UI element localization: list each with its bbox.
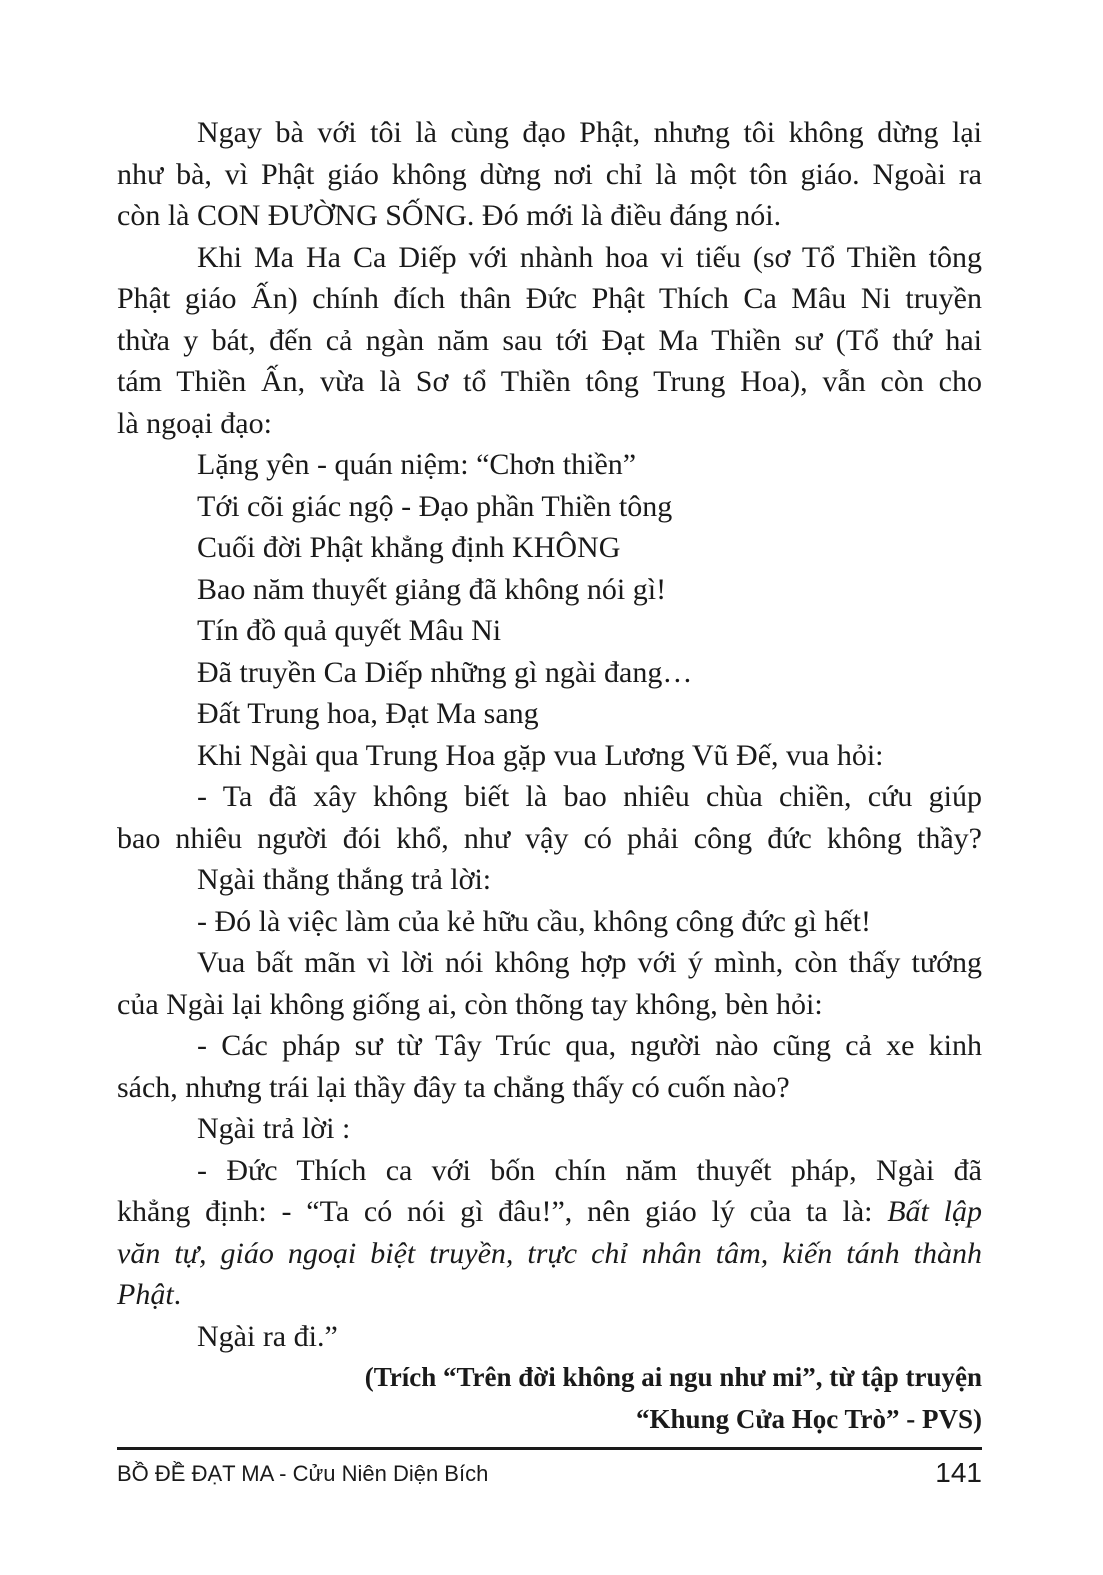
- text-line: [117, 1191, 982, 1233]
- verse-line: Đã truyền Ca Diếp những gì ngài đang…: [197, 655, 693, 689]
- attribution-line: (Trích “Trên đời không ai ngu như mi”, từ tập truyện: [364, 1362, 982, 1392]
- text-line: Ngay bà với tôi là cùng đạo Phật, nhưng tôi không dừng lại: [197, 116, 982, 149]
- text-segment: .: [173, 1278, 182, 1311]
- text-line: - Đó là việc làm của kẻ hữu cầu, không công đức gì hết!: [197, 904, 871, 938]
- text-line: - Các pháp sư từ Tây Trúc qua, người nào cũng cả xe kinh: [197, 1029, 982, 1062]
- text-line: Khi Ma Ha Ca Diếp với nhành hoa vi tiếu (sơ Tổ Thiền tông: [197, 240, 982, 274]
- text-line: [117, 1274, 982, 1316]
- text-line: thừa y bát, đến cả ngàn năm sau tới Đạt Ma Thiền sư (Tổ thứ hai: [117, 323, 982, 357]
- italic-text-line: văn tự, giáo ngoại biệt truyền, trực chỉ nhân tâm, kiến tánh thành: [117, 1236, 982, 1270]
- text-line: Ngài trả lời :: [197, 1112, 351, 1145]
- text-segment: khẳng định: - “Ta có nói gì đâu!”, nên giáo lý của ta là:: [117, 1195, 888, 1228]
- text-line: tám Thiền Ấn, vừa là Sơ tổ Thiền tông Trung Hoa), vẫn còn cho: [117, 365, 982, 398]
- text-line: Ngài ra đi.”: [197, 1319, 338, 1353]
- text-line: còn là CON ĐƯỜNG SỐNG. Đó mới là điều đáng nói.: [117, 199, 782, 232]
- text-line: của Ngài lại không giống ai, còn thõng tay không, bèn hỏi:: [117, 987, 823, 1021]
- verse-line: Bao năm thuyết giảng đã không nói gì!: [197, 572, 667, 606]
- text-line: là ngoại đạo:: [117, 406, 272, 440]
- text-line: như bà, vì Phật giáo không dừng nơi chỉ là một tôn giáo. Ngoài ra: [117, 157, 982, 191]
- verse-line: Tới cõi giác ngộ - Đạo phần Thiền tông: [197, 489, 673, 523]
- verse-line: Cuối đời Phật khẳng định KHÔNG: [197, 531, 621, 564]
- text-line: sách, nhưng trái lại thầy đây ta chẳng thấy có cuốn nào?: [117, 1070, 790, 1104]
- text-line: Phật giáo Ấn) chính đích thân Đức Phật Thích Ca Mâu Ni truyền: [117, 282, 982, 315]
- text-line: Vua bất mãn vì lời nói không hợp với ý mình, còn thấy tướng: [197, 946, 982, 979]
- text-line: - Đức Thích ca với bốn chín năm thuyết pháp, Ngài đã: [197, 1153, 982, 1187]
- page-number: 141: [935, 1457, 982, 1488]
- verse-line: Tín đồ quả quyết Mâu Ni: [197, 614, 502, 647]
- verse-line: Đất Trung hoa, Đạt Ma sang: [197, 697, 539, 730]
- italic-text: Bất lập: [887, 1195, 982, 1228]
- italic-text: Phật: [117, 1278, 174, 1311]
- text-line: bao nhiêu người đói khổ, như vậy có phải công đức không thầy?: [117, 821, 982, 855]
- running-title: BỒ ĐỀ ĐẠT MA - Cửu Niên Diện Bích: [117, 1461, 489, 1486]
- footer-divider: [117, 1447, 982, 1450]
- text-line: - Ta đã xây không biết là bao nhiêu chùa chiền, cứu giúp: [197, 780, 982, 813]
- attribution-line: “Khung Cửa Học Trò” - PVS): [636, 1403, 982, 1434]
- text-line: Ngài thẳng thắng trả lời:: [197, 863, 492, 896]
- text-line: Khi Ngài qua Trung Hoa gặp vua Lương Vũ Đế, vua hỏi:: [197, 738, 884, 772]
- page-body: [117, 112, 982, 1440]
- page-footer: [117, 1457, 982, 1497]
- verse-line: Lặng yên - quán niệm: “Chơn thiền”: [197, 448, 637, 481]
